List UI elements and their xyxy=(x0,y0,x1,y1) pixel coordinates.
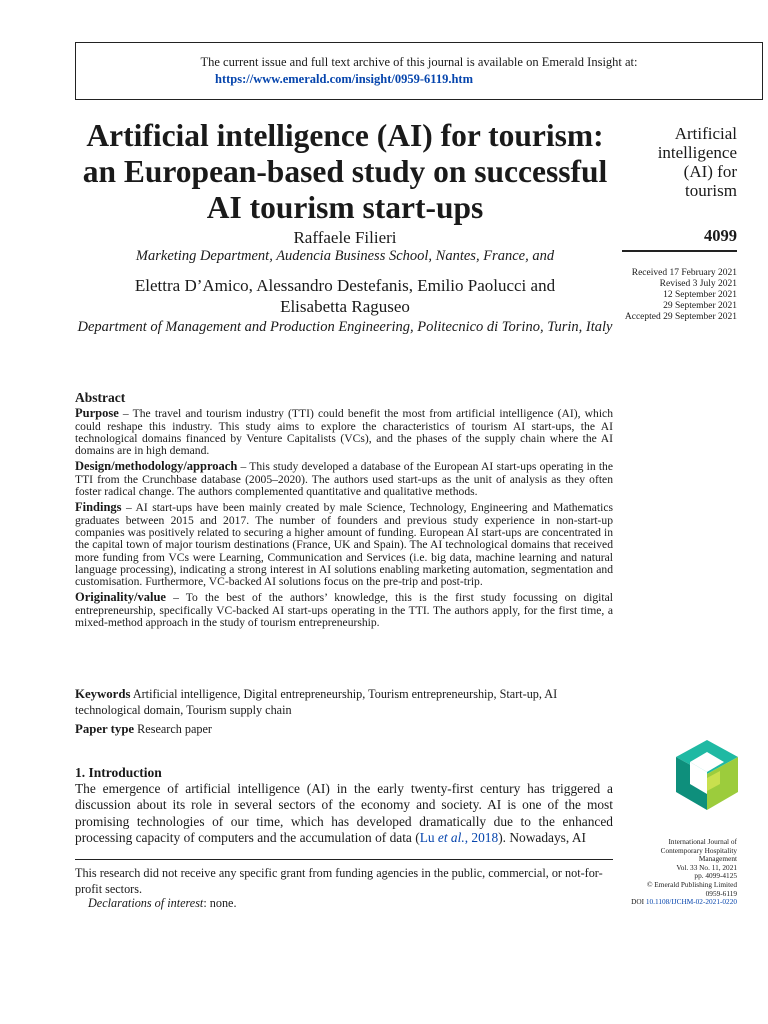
declarations-label: Declarations of interest xyxy=(88,896,204,910)
cite-year: , 2018 xyxy=(464,829,499,845)
affiliation-secondary: Department of Management and Production Engineering, Politecnico di Torino, Turin, Italy xyxy=(77,319,613,335)
page-number: 4099 xyxy=(704,226,737,245)
paper-type-text: Research paper xyxy=(134,722,212,736)
intro-text-after: ). Nowadays, AI xyxy=(498,829,586,845)
abstract-originality xyxy=(75,591,613,629)
archive-notice-text: The current issue and full text archive of this journal is available on Emerald Insight at: xyxy=(200,55,638,69)
originality-text: – To the best of the authors’ knowledge, this is the first study focussing on digital entrepreneurship, specifically VC-backed AI start-ups operating in the TTI. The authors apply, for the first time, a mixed-method approach in the study of tourism entrepreneurship. xyxy=(75,591,613,630)
journal-info-line: 0959-6119 xyxy=(705,888,737,898)
purpose-text: – The travel and tourism industry (TTI) could benefit the most from artificial intelligence (AI), which could reshape this industry. This study aims to explore the characteristics of tourism AI start-ups, the AI technological domains financed by Venture Capitalists (VCs), and the phases of the supply chain where the AI domains are in high demand. xyxy=(75,407,613,458)
journal-info-line: Management xyxy=(698,854,737,864)
introduction-text xyxy=(75,781,613,846)
abstract-findings xyxy=(75,501,613,588)
purpose-label: Purpose xyxy=(75,406,119,421)
author-primary: Raffaele Filieri xyxy=(293,228,397,247)
running-title-line: tourism xyxy=(685,181,737,200)
citation-link[interactable] xyxy=(420,830,499,845)
abstract-heading: Abstract xyxy=(75,390,126,405)
abstract xyxy=(75,392,613,632)
design-text: – This study developed a database of the European AI start-ups operating in the TTI from the Crunchbase database (2005–2020). The authors used start-ups as the unit of analysis as they often foster radical change. The authors complemented quantitative and qualitative methods. xyxy=(75,460,613,499)
running-title-line: (AI) for xyxy=(683,162,737,181)
originality-label: Originality/value xyxy=(75,590,166,605)
article-title: Artificial intelligence (AI) for tourism: an European-based study on successful AI tourism start-ups xyxy=(82,118,608,225)
doi-line xyxy=(600,898,737,907)
authors-secondary xyxy=(75,275,615,317)
abstract-design xyxy=(75,460,613,498)
keywords-label: Keywords xyxy=(75,687,131,701)
journal-info-line: pp. 4099-4125 xyxy=(694,871,737,881)
date-revised: Revised 3 July 2021 xyxy=(659,279,737,289)
doi-link[interactable]: 10.1108/IJCHM-02-2021-0220 xyxy=(645,897,737,907)
date-accepted: Accepted 29 September 2021 xyxy=(624,312,737,322)
paper-type xyxy=(75,722,613,737)
doi-label: DOI xyxy=(631,897,646,907)
paper-type-label: Paper type xyxy=(75,722,135,736)
intro-text-before: The emergence of artificial intelligence (AI) in the early twenty-first century has triggered a discussion about its role in several sectors of the economy and society. AI is one of the most promising technologies of our time, which has developed dramatically due to the enhanced processing capacity of computers and the accumulation of data ( xyxy=(75,781,613,845)
introduction-heading: 1. Introduction xyxy=(75,765,162,780)
journal-url-link[interactable]: https://www.emerald.com/insight/0959-6119.htm xyxy=(215,72,473,86)
date-revised: 12 September 2021 xyxy=(663,290,737,300)
running-title-line: Artificial xyxy=(674,124,737,143)
journal-info xyxy=(600,838,737,907)
keywords-text: Artificial intelligence, Digital entrepreneurship, Tourism entrepreneurship, Start-up, AI technological domain, Tourism supply chain xyxy=(75,687,558,717)
footnote-divider xyxy=(75,859,613,860)
crossmark-logo-icon[interactable] xyxy=(676,740,738,810)
findings-text: – AI start-ups have been mainly created by male Science, Technology, Engineering and Mathematics graduates between 2015 and 2017. The number of founders and previous study experience in non-start-up companies was positively related to securing a higher amount of funding. European AI start-ups are concentrated in the capital town of major tourism destinations (France, UK and Spain). The AI technological domains that received more funding from VCs were Learning, Communication and Services (i.e. big data, machine learning and natural language processing), indicating a strong interest in AI solutions enabling marketing automation, segmentation and customisation. Furthermore, VC-backed AI solutions focus on the pre-trip and post-trip. xyxy=(75,501,613,589)
declarations-text: : none. xyxy=(203,896,237,910)
date-received: Received 17 February 2021 xyxy=(631,268,737,278)
running-title xyxy=(620,124,737,200)
authors-secondary-line1: Elettra D’Amico, Alessandro Destefanis, Emilio Paolucci and xyxy=(134,276,556,295)
findings-label: Findings xyxy=(75,500,122,515)
cite-etal: et al. xyxy=(437,829,465,845)
archive-notice-box xyxy=(75,42,763,100)
journal-info-line: Contemporary Hospitality xyxy=(660,845,737,855)
date-revised: 29 September 2021 xyxy=(663,301,737,311)
funding-footnote: This research did not receive any specific grant from funding agencies in the public, commercial, or not-for-profit sectors. xyxy=(75,866,603,896)
running-title-line: intelligence xyxy=(657,143,737,162)
journal-info-line: © Emerald Publishing Limited xyxy=(646,879,737,889)
journal-info-line: Vol. 33 No. 11, 2021 xyxy=(676,862,737,872)
authors-secondary-line2: Elisabetta Raguseo xyxy=(280,297,410,316)
keywords xyxy=(75,686,613,718)
journal-info-line: International Journal of xyxy=(668,837,737,846)
sidebar-divider xyxy=(622,250,737,252)
affiliation-primary: Marketing Department, Audencia Business School, Nantes, France, and xyxy=(135,248,555,264)
design-label: Design/methodology/approach xyxy=(75,459,238,474)
abstract-purpose xyxy=(75,407,613,457)
declarations-footnote xyxy=(88,896,613,911)
cite-name: Lu xyxy=(419,829,438,845)
submission-dates xyxy=(600,268,737,323)
